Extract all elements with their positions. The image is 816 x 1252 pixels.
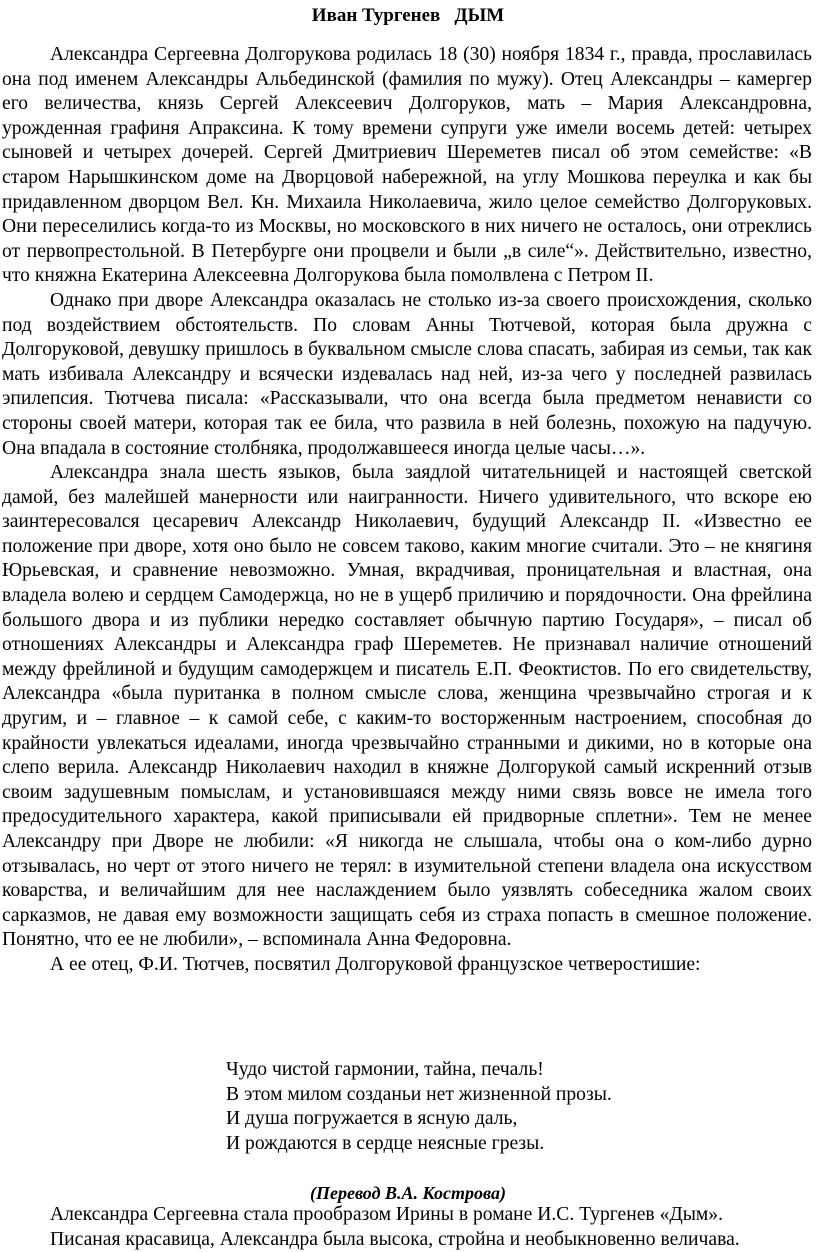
poem-line: И душа погружается в ясную даль, [226, 1108, 518, 1130]
article-body [2, 43, 812, 978]
document-title [0, 4, 816, 28]
poem-line: Чудо чистой гармонии, тайна, печаль! [226, 1059, 544, 1080]
paragraph-poem-intro: А ее отец, Ф.И. Тютчев, посвятил Долгоруковой французское четверостишие: [50, 953, 701, 975]
poem-line: И рождаются в сердце неясные грезы. [226, 1132, 545, 1154]
closing-line: Писаная красавица, Александра была высока, стройна и необыкновенно величава. [50, 1228, 740, 1250]
work-title: ДЫМ [454, 5, 505, 26]
poem-quatrain [226, 1058, 612, 1156]
paragraph-biography: Александра Сергеевна Долгорукова родилась 18 (30) ноября 1834 г., правда, прославилась она под именем Александры Альбединской (фамилия по мужу). Отец Александры – камергер его величества, князь Сергей Алексеевич Долгоруков, мать – Мария Александровна, урожденная графиня Апраксина. К тому времени супруги уже имели восемь детей: четырех сыновей и четырех дочерей. Сергей Дмитриевич Шереметев писал об этом семействе: «В старом Нарышкинском доме на Дворцовой набережной, на углу Мошкова переулка и как бы придавленном дворцом Вел. Кн. Михаила Николаевича, жило целое семейство Долгоруковых. Они переселились когда-то из Москвы, но московского в них ничего не осталось, они отреклись от первопрестольной. В Петербурге они процвели и были „в силе“». Действительно, известно, что княжна Екатерина Алексеевна Долгорукова была помолвлена с Петром II. [2, 44, 812, 287]
paragraph-character: Александра знала шесть языков, была заядлой читательницей и настоящей светской дамой, без малейшей манерности или наигранности. Ничего удивительного, что вскоре ею заинтересовался цесаревич Александр Николаевич, будущий Александр II. «Известно ее положение при дворе, хотя оно было не совсем таково, каким многие считали. Это – не княгиня Юрьевская, и сравнение невозможно. Умная, вкрадчивая, проницательная и властная, она владела волею и сердцем Самодержца, но не в ущерб приличию и порядочности. Она фрейлина большого двора и из публики нередко составляет обычную партию Государя», – писал об отношениях Александры и Александра граф Шереметев. Не признавал наличие отношений между фрейлиной и будущим самодержцем и писатель Е.П. Феоктистов. По его свидетельству, Александра «была пуританка в полном смысле слова, женщина чрезвычайно строгая и к другим, и – главное – к самой себе, с каким-то восторженным настроением, способная до крайности увлекаться идеалами, иногда чрезвычайно странными и дикими, но в которые она слепо верила. Александр Николаевич находил в княжне Долгорукой самый искренний отзыв своим задушевным помыслам, и установившаяся между ними связь вовсе не имела того предосудительного характера, какой приписывали ей придворные сплетни». Тем не менее Александру при Дворе не любили: «Я никогда не слышала, чтобы она о ком-либо дурно отзывалась, но черт от этого ничего не терял: в изумительной степени владела она искусством коварства, и величайшим для нее наслаждением было уязвлять собеседника жалом своих сарказмов, не давая ему возможности защищать себя из страха попасть в смешное положение. Понятно, что ее не любили», – вспоминала Анна Федоровна. [2, 462, 812, 951]
poem-line: В этом милом созданьи нет жизненной прозы. [226, 1083, 612, 1105]
closing-line: Александра Сергеевна стала прообразом Ирины в романе И.С. Тургенев «Дым». [50, 1204, 723, 1225]
translation-credit: (Перевод В.А. Кострова) [310, 1183, 506, 1203]
paragraph-court: Однако при дворе Александра оказалась не столько из-за своего происхождения, сколько под воздействием обстоятельств. По словам Анны Тютчевой, которая была дружна с Долгоруковой, девушку пришлось в буквальном смысле слова спасать, забирая из семьи, так как мать избивала Александру и всячески издевалась над ней, из-за чего у последней развилась эпилепсия. Тютчева писала: «Рассказывали, что она всегда была предметом ненависти со стороны своей матери, которая так ее била, что развила в ней болезнь, похожую на падучую. Она впадала в состояние столбняка, продолжавшееся иногда целые часы…». [2, 289, 812, 459]
author-name: Иван Тургенев [311, 5, 441, 26]
closing-text [2, 1203, 812, 1252]
